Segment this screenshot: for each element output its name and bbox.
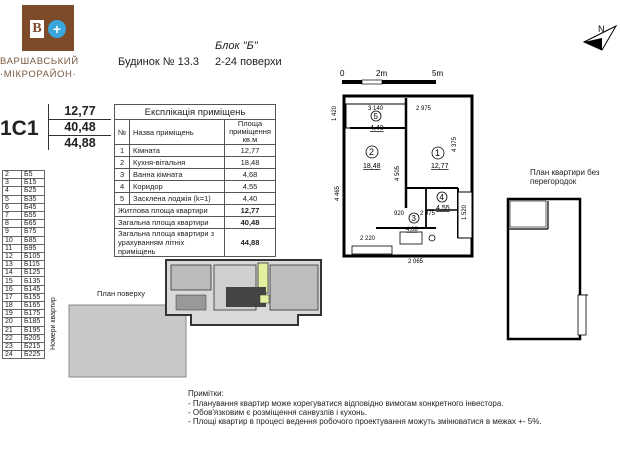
room-5-number: 5	[373, 112, 378, 121]
dim-label: 1 520	[462, 204, 468, 220]
row-area: 12,77	[225, 145, 276, 157]
apartment-number: Б205	[22, 334, 45, 342]
notes-title: Примітки:	[188, 389, 224, 398]
apartment-number: Б45	[22, 203, 45, 211]
floor-row	[3, 252, 45, 260]
area-summary	[48, 104, 111, 150]
floor-row	[3, 211, 45, 219]
room-4-area: 4,55	[436, 205, 450, 212]
floor-number: 23	[3, 342, 22, 350]
row-name: Коридор	[130, 181, 225, 193]
apartment-number: Б125	[22, 269, 45, 277]
room-1-area: 12,77	[431, 163, 449, 170]
scale-label-0: 0	[340, 69, 345, 78]
apartment-block	[171, 265, 211, 290]
row-area: 18,48	[225, 157, 276, 169]
floor-row	[3, 334, 45, 342]
row-num: 5	[115, 193, 130, 205]
apartment-number: Б75	[22, 228, 45, 236]
floor-number: 5	[3, 195, 22, 203]
logo-letter: B	[30, 20, 44, 38]
room-4-number: 4	[439, 193, 444, 202]
dim-label: 2 065	[408, 259, 424, 265]
col-area: Площа приміщення кв.м	[225, 120, 276, 145]
floor-row	[3, 187, 45, 195]
dim-label: 4 465	[335, 185, 341, 201]
apartment-block	[176, 295, 206, 310]
room-2-number: 2	[369, 147, 375, 157]
room-2-area: 18,48	[363, 163, 381, 170]
floor-number: 10	[3, 236, 22, 244]
floor-row	[3, 261, 45, 269]
floor-number: 18	[3, 302, 22, 310]
dim-label: 4 375	[452, 136, 458, 152]
row-name: Ванна кімната	[130, 169, 225, 181]
room-3-number: 3	[411, 214, 416, 223]
highlighted-apartment	[260, 295, 269, 303]
table-row	[115, 145, 276, 157]
kitchen-counter	[352, 246, 392, 254]
apartment-number: Б105	[22, 252, 45, 260]
floor-number: 19	[3, 310, 22, 318]
dim-label: 4 505	[395, 165, 401, 181]
row-num: 4	[115, 181, 130, 193]
floor-number: 22	[3, 334, 22, 342]
note-item: - Планування квартир може корегуватися відповідно вимогам конкретного інвестора.	[188, 399, 504, 408]
dim-label: 3 140	[368, 106, 384, 112]
apartment-number: Б55	[22, 211, 45, 219]
apartment-number: Б115	[22, 261, 45, 269]
sink	[429, 235, 435, 241]
apartment-number: Б225	[22, 351, 45, 359]
apartment-number: Б135	[22, 277, 45, 285]
row-area: 4,55	[225, 181, 276, 193]
floor-number: 2	[3, 171, 22, 179]
floor-row	[3, 220, 45, 228]
floor-number: 17	[3, 293, 22, 301]
note-item: - Площі квартир в процесі ведення робочого проектування можуть змінюватися в межах +- 5%.	[188, 417, 542, 426]
explication-table	[114, 104, 276, 257]
total-summer-value: 44,88	[225, 229, 276, 257]
row-num: 1	[115, 145, 130, 157]
scale-label-2m: 2m	[376, 69, 388, 78]
floor-row	[3, 269, 45, 277]
apartment-numbers-table	[2, 170, 45, 359]
block-label: Блок "Б"	[215, 40, 258, 52]
explication-title: Експлікація приміщень	[115, 105, 276, 120]
apartment-number: Б215	[22, 342, 45, 350]
plan-no-partitions-label: План квартири без перегородок	[530, 168, 600, 186]
floor-row	[3, 228, 45, 236]
row-num: 2	[115, 157, 130, 169]
unit-code: 1С1	[0, 117, 39, 140]
row-num: 3	[115, 169, 130, 181]
loggia	[510, 201, 546, 227]
floor-number: 21	[3, 326, 22, 334]
area-total: 40,48	[49, 120, 111, 136]
apartment-number: Б65	[22, 220, 45, 228]
room-5-area: 4,40	[370, 125, 384, 132]
table-row	[115, 193, 276, 205]
living-area-value: 12,77	[225, 205, 276, 217]
floor-plan-label: План поверху	[97, 289, 146, 298]
floor-row	[3, 171, 45, 179]
floor-number: 8	[3, 220, 22, 228]
north-arrow-icon	[580, 20, 620, 60]
area-total-summer: 44,88	[64, 136, 96, 150]
apartment-number: Б5	[22, 171, 45, 179]
floor-row	[3, 326, 45, 334]
apartment-plan	[330, 88, 480, 273]
floor-number: 24	[3, 351, 22, 359]
logo-plus-icon: +	[48, 20, 66, 38]
apartment-block	[270, 265, 318, 310]
floor-number: 11	[3, 244, 22, 252]
floor-number: 12	[3, 252, 22, 260]
row-name: Засклена лоджія (k=1)	[130, 193, 225, 205]
floor-row	[3, 302, 45, 310]
dim-label: 2 975	[420, 211, 436, 217]
scale-label-5m: 5m	[432, 69, 444, 78]
floor-number: 16	[3, 285, 22, 293]
scale-segment	[382, 80, 436, 84]
floor-number: 14	[3, 269, 22, 277]
bathtub	[400, 232, 422, 244]
floor-row	[3, 310, 45, 318]
floor-plan-drawing	[66, 255, 330, 380]
floor-row	[3, 236, 45, 244]
room-3-area: 4,68	[406, 227, 418, 233]
apartment-number: Б195	[22, 326, 45, 334]
floor-row	[3, 179, 45, 187]
floor-row	[3, 285, 45, 293]
floor-number: 6	[3, 203, 22, 211]
apartment-number: Б155	[22, 293, 45, 301]
floor-number: 20	[3, 318, 22, 326]
dim-label: 1 420	[332, 105, 338, 121]
table-row	[115, 157, 276, 169]
floor-row	[3, 318, 45, 326]
floor-row	[3, 342, 45, 350]
floor-number: 9	[3, 228, 22, 236]
total-area-label: Загальна площа квартири	[115, 217, 225, 229]
apartment-number: Б25	[22, 187, 45, 195]
floor-row	[3, 195, 45, 203]
row-name: Кухня-вітальня	[130, 157, 225, 169]
floor-row	[3, 244, 45, 252]
north-label: N	[598, 24, 605, 34]
floor-row	[3, 203, 45, 211]
apartment-number: Б185	[22, 318, 45, 326]
scale-segment	[342, 80, 362, 84]
logo-text-1: ВАРШАВСЬКИЙ	[0, 56, 79, 67]
row-area: 4,40	[225, 193, 276, 205]
floor-number: 7	[3, 211, 22, 219]
building-number: Будинок № 13.3	[118, 56, 200, 68]
area-living: 12,77	[49, 104, 111, 120]
floor-number: 3	[3, 179, 22, 187]
row-area: 4,68	[225, 169, 276, 181]
apartment-number: Б85	[22, 236, 45, 244]
plan-no-partitions-drawing	[500, 195, 590, 345]
room-1-number: 1	[435, 148, 441, 158]
floor-row	[3, 277, 45, 285]
floor-number: 4	[3, 187, 22, 195]
living-area-label: Житлова площа квартири	[115, 205, 225, 217]
total-area-value: 40,48	[225, 217, 276, 229]
apartment-numbers-label	[50, 250, 60, 350]
note-item: - Обов'язковим є розміщення санвузлів і кухонь.	[188, 408, 367, 417]
dim-label: 2 975	[416, 106, 432, 112]
dim-label: 2 220	[360, 236, 376, 242]
dim-label: 920	[394, 211, 405, 217]
floor-row	[3, 293, 45, 301]
apartment-number: Б35	[22, 195, 45, 203]
apartment-number: Б175	[22, 310, 45, 318]
table-row	[115, 181, 276, 193]
col-name: Назва приміщень	[130, 120, 225, 145]
table-row	[115, 169, 276, 181]
apartment-number: Б145	[22, 285, 45, 293]
row-name: Кімната	[130, 145, 225, 157]
balcony	[578, 295, 586, 335]
floors-range: 2-24 поверхи	[215, 56, 282, 68]
total-summer-label: Загальна площа квартири з урахуванням літніх приміщень	[115, 229, 225, 257]
scale-segment	[362, 80, 382, 84]
floor-number: 13	[3, 261, 22, 269]
apartment-number: Б165	[22, 302, 45, 310]
apartment-numbers-caption: Номери квартир	[50, 297, 57, 350]
apartment-number: Б95	[22, 244, 45, 252]
apartment-number: Б15	[22, 179, 45, 187]
col-num: №	[115, 120, 130, 145]
floor-row	[3, 351, 45, 359]
logo-text-2: ·МІКРОРАЙОН·	[0, 69, 77, 80]
floor-number: 15	[3, 277, 22, 285]
